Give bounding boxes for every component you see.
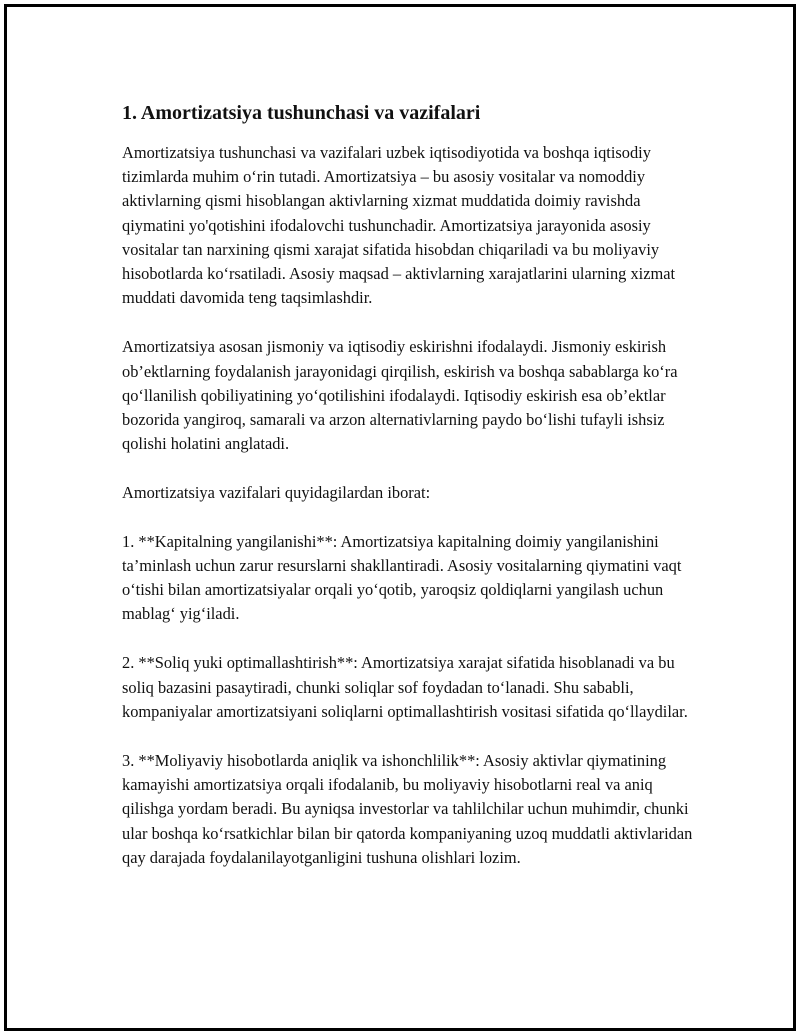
document-page (4, 4, 796, 1031)
paragraph-functions-intro: Amortizatsiya vazifalari quyidagilardan iborat: (122, 483, 431, 503)
list-item-tax-optimization: 2. **Soliq yuki optimallashtirish**: Amortizatsiya xarajat sifatida hisoblanadi va bu soliq bazasini pasaytiradi, chunki soliqlar sof foydadan to‘lanadi. Shu sababli, kompaniyalar amortizatsiyani soliqlarni optimallashtirish vositasi sifatida qo‘llaydilar. (122, 653, 688, 721)
paragraph-definition: Amortizatsiya tushunchasi va vazifalari uzbek iqtisodiyotida va boshqa iqtisodiy tizimlarda muhim o‘rin tutadi. Amortizatsiya – bu asosiy vositalar va nomoddiy aktivlarning qismi hisoblangan aktivlarning xizmat muddatida doimiy ravishda qiymatini yo'qotishini ifodalovchi tushunchadir. Amortizatsiya jarayonida asosiy vositalar tan narxining qismi xarajat sifatida hisobdan chiqariladi va bu moliyaviy hisobotlarda ko‘rsatiladi. Asosiy maqsad – aktivlarning xarajatlarini ularning xizmat muddati davomida teng taqsimlashdir. (122, 143, 676, 308)
paragraph-wear-types: Amortizatsiya asosan jismoniy va iqtisodiy eskirishni ifodalaydi. Jismoniy eskirish ob’ektlarning foydalanish jarayonidagi qirqilish, eskirish va boshqa sabablarga ko‘ra qo‘llanilish qobiliyatining yo‘qotilishini ifodalaydi. Iqtisodiy eskirish esa ob’ektlar bozorida yangiroq, samarali va arzon alternativlarning paydo bo‘lishi tufayli ishsiz qolishi holatini anglatadi. (122, 337, 678, 454)
list-item-capital-renewal: 1. **Kapitalning yangilanishi**: Amortizatsiya kapitalning doimiy yangilanishini ta’minlash uchun zarur resurslarni shakllantiradi. Asosiy vositalarning qiymatini vaqt o‘tishi bilan amortizatsiyalar orqali yo‘qotib, yaroqsiz qoldiqlarni yangilash uchun mablag‘ yig‘iladi. (122, 531, 682, 624)
document-body (122, 100, 697, 895)
section-heading: 1. Amortizatsiya tushunchasi va vazifalari (122, 102, 481, 124)
list-item-financial-reporting: 3. **Moliyaviy hisobotlarda aniqlik va ishonchlilik**: Asosiy aktivlar qiymatining kamayishi amortizatsiya orqali ifodalanib, bu moliyaviy hisobotlarni real va aniq qilishga yordam beradi. Bu ayniqsa investorlar va tahlilchilar uchun muhimdir, chunki ular boshqa ko‘rsatkichlar bilan bir qatorda kompaniyaning uzoq muddatli aktivlaridan qay darajada foydalanilayotganligini tushuna olishlari lozim. (122, 751, 693, 867)
